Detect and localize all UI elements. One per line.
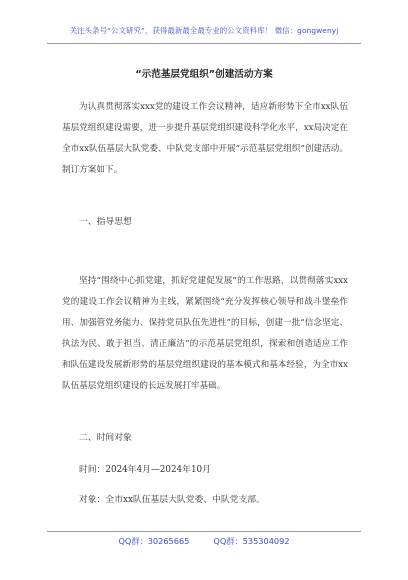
document-title: “示范基层党组织”创建活动方案 <box>135 69 273 80</box>
footer-divider <box>47 531 361 532</box>
section-heading-guiding-principles: 一、指导思想 <box>79 217 132 227</box>
promo-banner: 关注头条号“公文研究”，获得最新最全最专业的公文资料库！ 微信：gongwenyj <box>69 26 339 35</box>
header-divider <box>47 43 361 44</box>
target-line: 对象：全市xx队伍基层大队党委、中队党支部。 <box>79 495 265 505</box>
time-line: 时间：2024年4月—2024年10月 <box>79 465 211 475</box>
intro-paragraph: 为认真贯彻落实xxx党的建设工作会议精神，适应新形势下全市xx队伍基层党组织建设需要，进一步提升基层党组织建设科学化水平，xx局决定在全市xx队伍基层大队党委、中队党支部中开展“示范基层党组织”创建活动。制订方案如下。 <box>62 102 348 175</box>
guiding-principles-paragraph: 坚持“围绕中心抓党建，抓好党建促发展”的工作思路，以贯彻落实xxx党的建设工作会议精神为主线，紧紧围绕“充分发挥核心领导和战斗堡垒作用、加强管党务能力、保持党员队伍先进性”的目标，创建一批“信念坚定、执法为民、敢于担当、清正廉洁”的示范基层党组织，探索和创造适应工作和队伍建设发展新形势的基层党组织建设的基本模式和基本经验，为全市xx队伍基层党组织建设的长远发展打牢基础。 <box>62 276 348 391</box>
qq-group-2: QQ群：535304092 <box>213 536 290 546</box>
section-heading-time-and-target: 二、时间对象 <box>79 433 132 443</box>
footer-contacts <box>0 536 408 547</box>
qq-group-1: QQ群：30265665 <box>118 536 190 546</box>
